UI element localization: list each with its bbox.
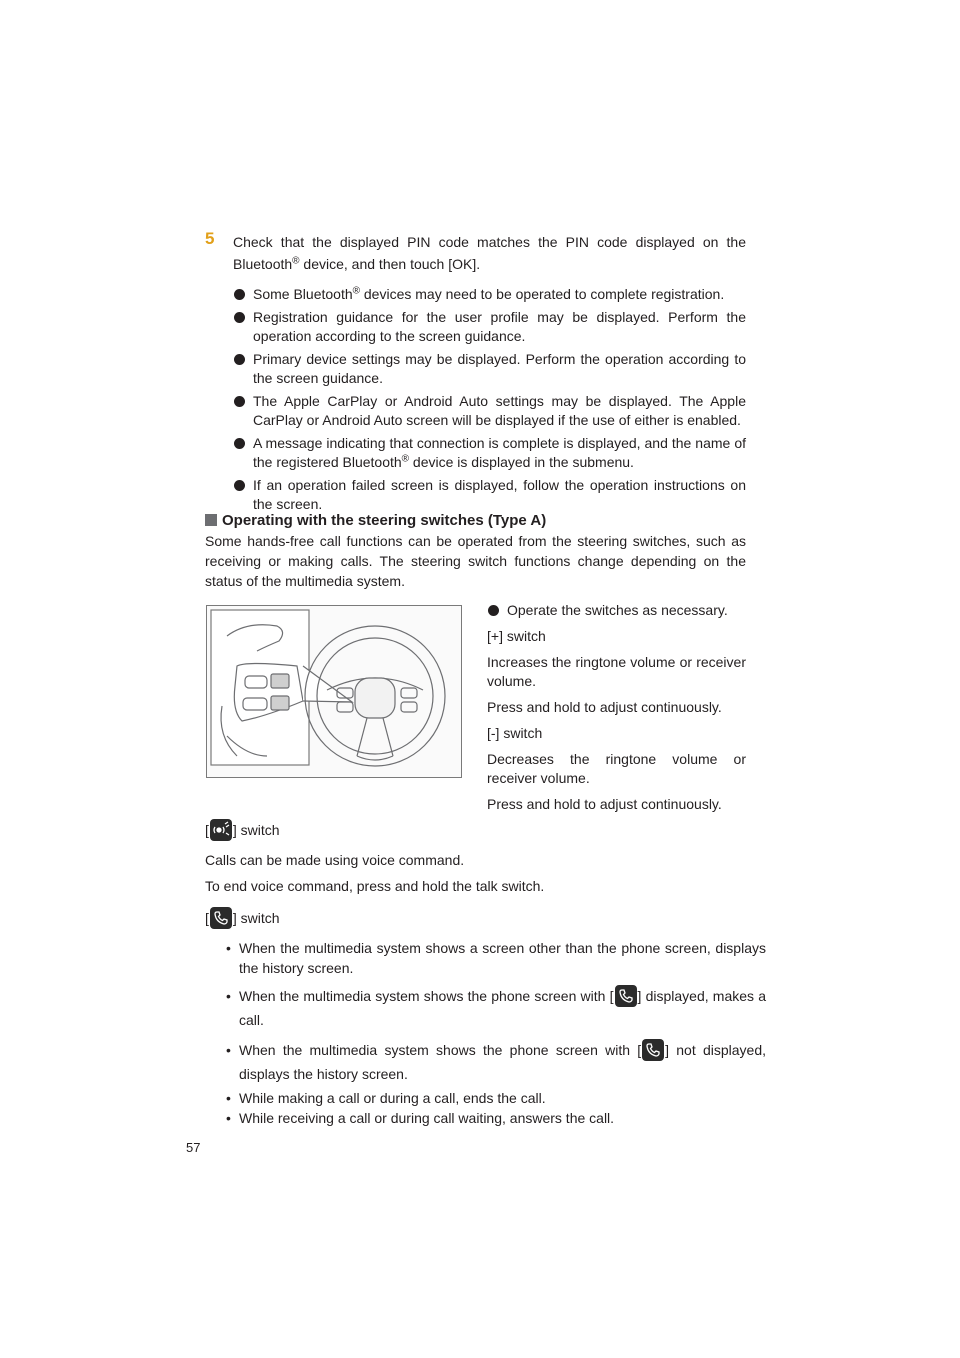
minus-switch-description: Decreases the ringtone volume or receiver volume. [487, 751, 746, 786]
talk-switch-label: [ ] switch [205, 819, 280, 841]
phone-icon [615, 985, 637, 1007]
page-number: 57 [186, 1140, 201, 1155]
talk-icon [210, 819, 232, 841]
bullet-item: Some Bluetooth® devices may need to be operated to complete registration. [233, 285, 746, 304]
list-item: • When the multimedia system shows the phone screen with [ ] not displayed, displays the history screen. [219, 1038, 766, 1086]
section-intro: Some hands-free call functions can be operated from the steering switches, such as receiving or making calls. The steering switch functions change depending on the status of the multimedia system. [205, 533, 746, 589]
section-square-icon [205, 514, 217, 526]
bullet-item: Primary device settings may be displayed. Perform the operation according to the screen guidance. [233, 350, 746, 388]
phone-icon [210, 907, 232, 929]
talk-switch-line1: Calls can be made using voice command. [205, 852, 465, 868]
step-number: 5 [205, 229, 215, 248]
bullet-dot-icon [234, 354, 245, 365]
bullet-dot-icon [234, 396, 245, 407]
list-item: • While making a call or during a call, ends the call. [226, 1090, 546, 1106]
bullet-dot-icon [234, 480, 245, 491]
bullet-item: A message indicating that connection is complete is displayed, and the name of the registered Bluetooth® device is displayed in the submenu. [233, 434, 746, 472]
phone-switch-list [219, 938, 766, 1128]
plus-switch-hold: Press and hold to adjust continuously. [487, 699, 722, 715]
minus-switch-hold: Press and hold to adjust continuously. [487, 796, 722, 812]
steering-switch-illustration [206, 605, 462, 778]
bullet-item: Registration guidance for the user profile may be displayed. Perform the operation according to the screen guidance. [233, 308, 746, 346]
minus-switch-label: [-] switch [487, 725, 543, 741]
bullet-dot-icon [234, 312, 245, 323]
note-bullets [233, 285, 746, 518]
bullet-dot-icon [234, 289, 245, 300]
bullet-item: If an operation failed screen is displayed, follow the operation instructions on the screen. [233, 476, 746, 514]
bullet-item: Operate the switches as necessary. [487, 601, 746, 620]
talk-switch-line2: To end voice command, press and hold the talk switch. [205, 878, 545, 894]
step-text: Check that the displayed PIN code matches the PIN code displayed on the Bluetooth® device, and then touch [OK]. [233, 234, 746, 272]
section-title: Operating with the steering switches (Type A) [205, 512, 546, 529]
phone-icon [642, 1039, 664, 1061]
list-item: • While receiving a call or during call waiting, answers the call. [226, 1110, 615, 1126]
phone-switch-label: [ ] switch [205, 907, 280, 929]
plus-switch-description: Increases the ringtone volume or receiver volume. [487, 654, 746, 689]
bullet-dot-icon [488, 605, 499, 616]
switch-descriptions [487, 601, 746, 821]
list-item: • When the multimedia system shows the phone screen with [ ] displayed, makes a call. [219, 984, 766, 1032]
bullet-item: The Apple CarPlay or Android Auto settings may be displayed. The Apple CarPlay or Android Auto screen will be displayed if the use of either is enabled. [233, 392, 746, 430]
plus-switch-label: [+] switch [487, 628, 546, 644]
steering-wheel-drawing [207, 606, 461, 777]
bullet-dot-icon [234, 438, 245, 449]
list-item: • When the multimedia system shows a screen other than the phone screen, displays the history screen. [226, 940, 766, 976]
